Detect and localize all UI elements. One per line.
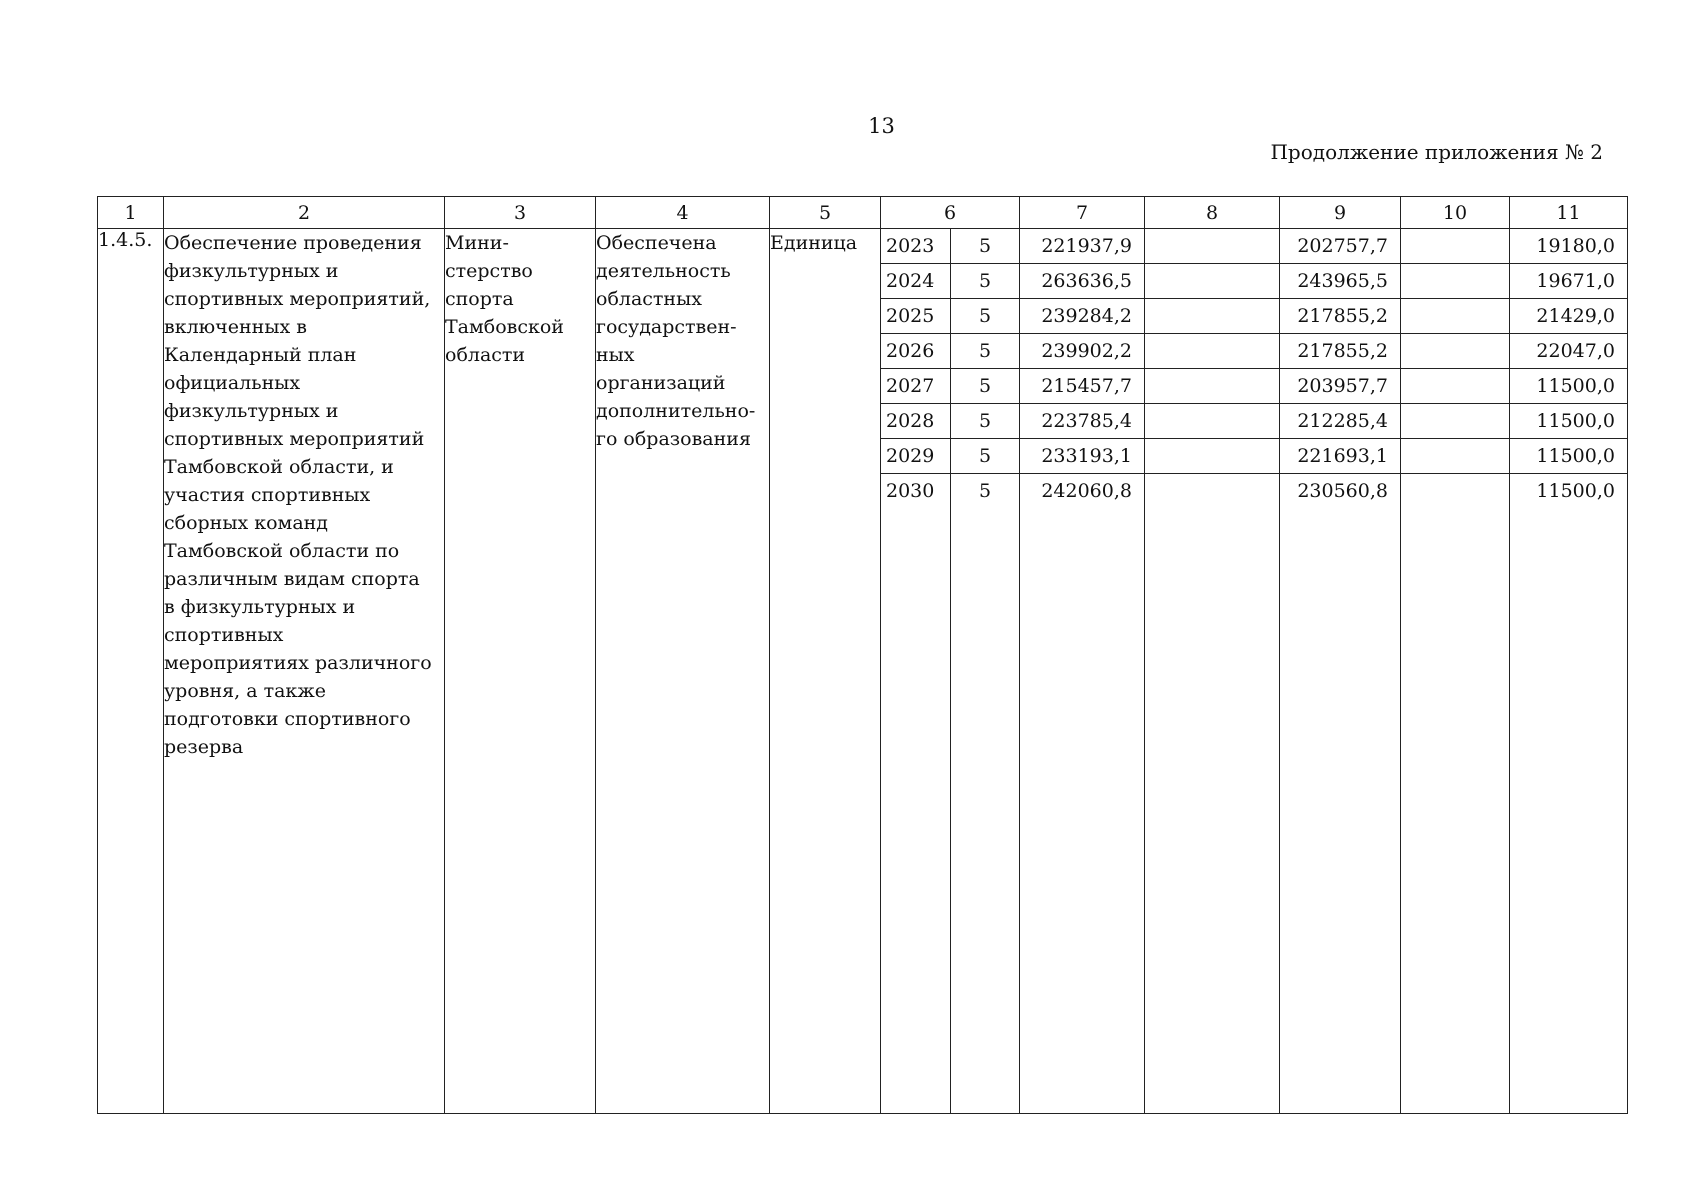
description-line: Обеспечение проведения [164, 232, 422, 254]
col10-cell [1401, 369, 1509, 404]
year-cell: 2030 [886, 480, 935, 502]
col8-cell [1145, 264, 1279, 299]
total-cell: 263636,5 [1020, 264, 1144, 299]
year-cell: 2024 [881, 264, 950, 299]
col11-column [1510, 229, 1628, 1114]
description-line: Календарный план [164, 344, 357, 366]
description-line: сборных команд [164, 512, 329, 534]
row-number: 1.4.5. [98, 229, 164, 1114]
executor-lines [445, 229, 595, 369]
result-line: дополнительно- [596, 400, 756, 422]
col10-column [1401, 229, 1510, 1114]
year-cell: 2027 [881, 369, 950, 404]
col11-cell: 11500,0 [1510, 369, 1627, 404]
total-cell: 215457,7 [1020, 369, 1144, 404]
header-cell-6: 6 [881, 197, 1020, 229]
col10-cell [1401, 264, 1509, 299]
col9-cell: 217855,2 [1280, 334, 1400, 369]
col8-cell [1145, 404, 1279, 439]
col10-stack [1401, 229, 1509, 509]
count-cell: 5 [951, 369, 1019, 404]
count-cell: 5 [951, 404, 1019, 439]
executor-line: стерство [445, 260, 533, 282]
col10-cell [1401, 404, 1509, 439]
col11-cell: 11500,0 [1510, 404, 1627, 439]
col9-cell: 202757,7 [1280, 229, 1400, 264]
count-cell: 5 [978, 480, 992, 502]
executor-line: Мини- [445, 232, 509, 254]
count-cell: 5 [951, 264, 1019, 299]
header-cell-10: 10 [1401, 197, 1510, 229]
header-cell-9: 9 [1280, 197, 1401, 229]
year-cell: 2026 [881, 334, 950, 369]
count-cell: 5 [951, 334, 1019, 369]
result-line: областных [596, 288, 702, 310]
total-cell: 223785,4 [1020, 404, 1144, 439]
description-line: различным видам спорта [164, 568, 420, 590]
col10-cell [1401, 474, 1509, 509]
col8-column [1145, 229, 1280, 1114]
col8-stack [1145, 229, 1279, 509]
total-cell: 233193,1 [1020, 439, 1144, 474]
year-cell: 2028 [881, 404, 950, 439]
total-cell: 239902,2 [1020, 334, 1144, 369]
header-cell-4: 4 [596, 197, 770, 229]
col11-cell: 22047,0 [1510, 334, 1627, 369]
header-cell-2: 2 [164, 197, 445, 229]
col11-cell: 11500,0 [1510, 439, 1627, 474]
count-cell: 5 [951, 439, 1019, 474]
description-line: участия спортивных [164, 484, 371, 506]
description-line: Тамбовской области по [164, 540, 400, 562]
budget-table [97, 196, 1628, 1114]
total-cell: 239284,2 [1020, 299, 1144, 334]
description-line: Тамбовской области, и [164, 456, 394, 478]
executor-line: Тамбовской [445, 316, 564, 338]
result-line: государствен- [596, 316, 737, 338]
col8-cell [1145, 229, 1279, 264]
result-line: Обеспечена [596, 232, 717, 254]
col8-cell [1145, 334, 1279, 369]
total-column [1020, 229, 1145, 1114]
year-column [881, 229, 951, 1114]
year-cell: 2029 [881, 439, 950, 474]
count-cell: 5 [951, 299, 1019, 334]
header-cell-11: 11 [1510, 197, 1628, 229]
header-cell-5: 5 [770, 197, 881, 229]
count-cell: 5 [951, 229, 1019, 264]
col11-cell: 19671,0 [1510, 264, 1627, 299]
col10-cell [1401, 229, 1509, 264]
col8-cell [1145, 369, 1279, 404]
row-description [164, 229, 445, 1114]
description-line: официальных [164, 372, 301, 394]
header-cell-7: 7 [1020, 197, 1145, 229]
result-line: деятельность [596, 260, 731, 282]
row-result [596, 229, 770, 1114]
total-cell: 221937,9 [1020, 229, 1144, 264]
count-column [951, 229, 1020, 1114]
col10-cell [1401, 334, 1509, 369]
col9-stack [1280, 229, 1400, 509]
col9-column [1280, 229, 1401, 1114]
header-row [98, 197, 1628, 229]
col11-cell: 11500,0 [1536, 480, 1615, 502]
col9-cell: 203957,7 [1280, 369, 1400, 404]
year-cell: 2025 [881, 299, 950, 334]
col10-cell [1401, 439, 1509, 474]
description-line: резерва [164, 736, 244, 758]
description-line: включенных в [164, 316, 307, 338]
result-line: организаций [596, 372, 726, 394]
total-cell: 242060,8 [1041, 480, 1132, 502]
page-number: 13 [868, 114, 895, 138]
description-line: спортивных [164, 624, 284, 646]
description-line: спортивных мероприятий [164, 428, 425, 450]
header-cell-3: 3 [445, 197, 596, 229]
row-executor [445, 229, 596, 1114]
result-line: ных [596, 344, 635, 366]
year-stack [881, 229, 950, 509]
col11-cell: 19180,0 [1510, 229, 1627, 264]
row-unit: Единица [770, 229, 881, 1114]
description-line: уровня, а также [164, 680, 327, 702]
col11-cell: 21429,0 [1510, 299, 1627, 334]
col9-cell: 230560,8 [1297, 480, 1388, 502]
description-line: физкультурных и [164, 400, 339, 422]
description-line: спортивных мероприятий, [164, 288, 431, 310]
year-cell: 2023 [881, 229, 950, 264]
col9-cell: 243965,5 [1280, 264, 1400, 299]
description-line: мероприятиях различного [164, 652, 432, 674]
col8-cell [1145, 474, 1279, 509]
result-line: го образования [596, 428, 751, 450]
executor-line: области [445, 344, 526, 366]
col10-cell [1401, 299, 1509, 334]
col8-cell [1145, 439, 1279, 474]
header-cell-1: 1 [98, 197, 164, 229]
header-cell-8: 8 [1145, 197, 1280, 229]
description-line: физкультурных и [164, 260, 339, 282]
col9-cell: 221693,1 [1280, 439, 1400, 474]
description-line: в физкультурных и [164, 596, 356, 618]
description-line: подготовки спортивного [164, 708, 411, 730]
table-row [98, 229, 1628, 1114]
col8-cell [1145, 299, 1279, 334]
result-lines [596, 229, 769, 453]
col9-cell: 212285,4 [1280, 404, 1400, 439]
description-lines [164, 229, 444, 761]
total-stack [1020, 229, 1144, 509]
executor-line: спорта [445, 288, 514, 310]
col9-cell: 217855,2 [1280, 299, 1400, 334]
appendix-note: Продолжение приложения № 2 [1270, 140, 1603, 164]
col11-stack [1510, 229, 1627, 509]
count-stack [951, 229, 1019, 509]
